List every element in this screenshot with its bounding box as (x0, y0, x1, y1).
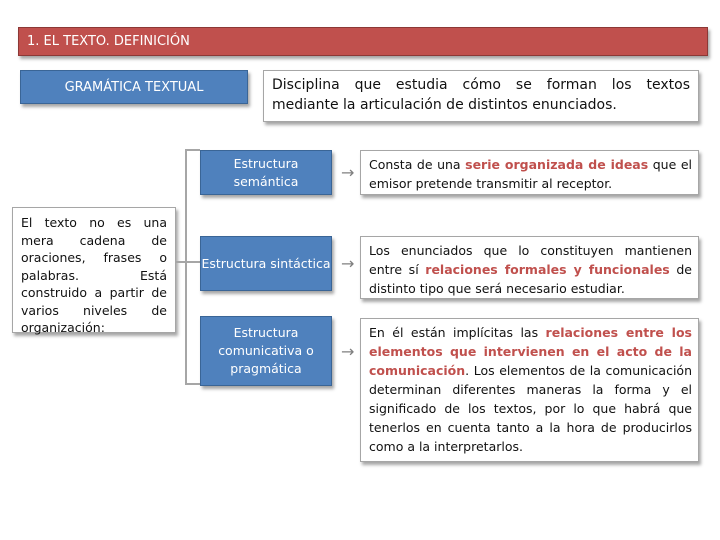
descripcion-highlight: serie organizada de ideas (465, 157, 649, 172)
arrow-right-icon: → (341, 163, 355, 182)
disciplina-line-2: mediante la articulación de distintos enunciados. (272, 97, 617, 113)
descripcion-text: . Los elementos de la comunicación determinan diferentes maneras la forma y el significado de los textos, por lo que habrá que tenerlos en cuenta tanto a la hora de producirlos como a la interpretarlos. (369, 363, 692, 454)
estructura-comunicativa-label: Estructura comunicativa o pragmática (218, 325, 314, 376)
estructura-semantica-box (200, 150, 332, 195)
estructura-sintactica-box (200, 236, 332, 291)
estructura-sintactica-label: Estructura sintáctica (201, 255, 331, 271)
descripcion-highlight: relaciones entre los elementos que intervienen en el acto de la comunicación (369, 325, 692, 378)
estructura-comunicativa-box (200, 316, 332, 386)
arrow-right-icon: → (341, 342, 355, 361)
page-title: 1. EL TEXTO. DEFINICIÓN (18, 27, 708, 56)
descripcion-text: Consta de una (369, 157, 466, 172)
arrow-right-icon: → (341, 254, 355, 273)
descripcion-sintactica-box (360, 236, 699, 299)
descripcion-text: Los enunciados que lo constituyen mantienen entre sí (369, 243, 692, 277)
estructura-semantica-label: Estructura semántica (233, 155, 299, 189)
disciplina-line-1: Disciplina que estudia cómo se forman los textos (272, 77, 690, 93)
descripcion-highlight: relaciones formales y funcionales (425, 262, 670, 277)
descripcion-text: que el emisor pretende transmitir al receptor. (369, 157, 692, 191)
descripcion-text: de distinto tipo que será necesario estudiar. (369, 262, 692, 296)
descripcion-comunicativa-box (360, 318, 699, 462)
texto-definition-text: El texto no es una mera cadena de oraciones, frases o palabras. Está construido a partir de varios niveles de organización: (21, 215, 167, 335)
descripcion-text: En él están implícitas las (369, 325, 546, 340)
gramatica-textual-label: GRAMÁTICA TEXTUAL (64, 79, 204, 95)
descripcion-semantica-box (360, 150, 699, 195)
